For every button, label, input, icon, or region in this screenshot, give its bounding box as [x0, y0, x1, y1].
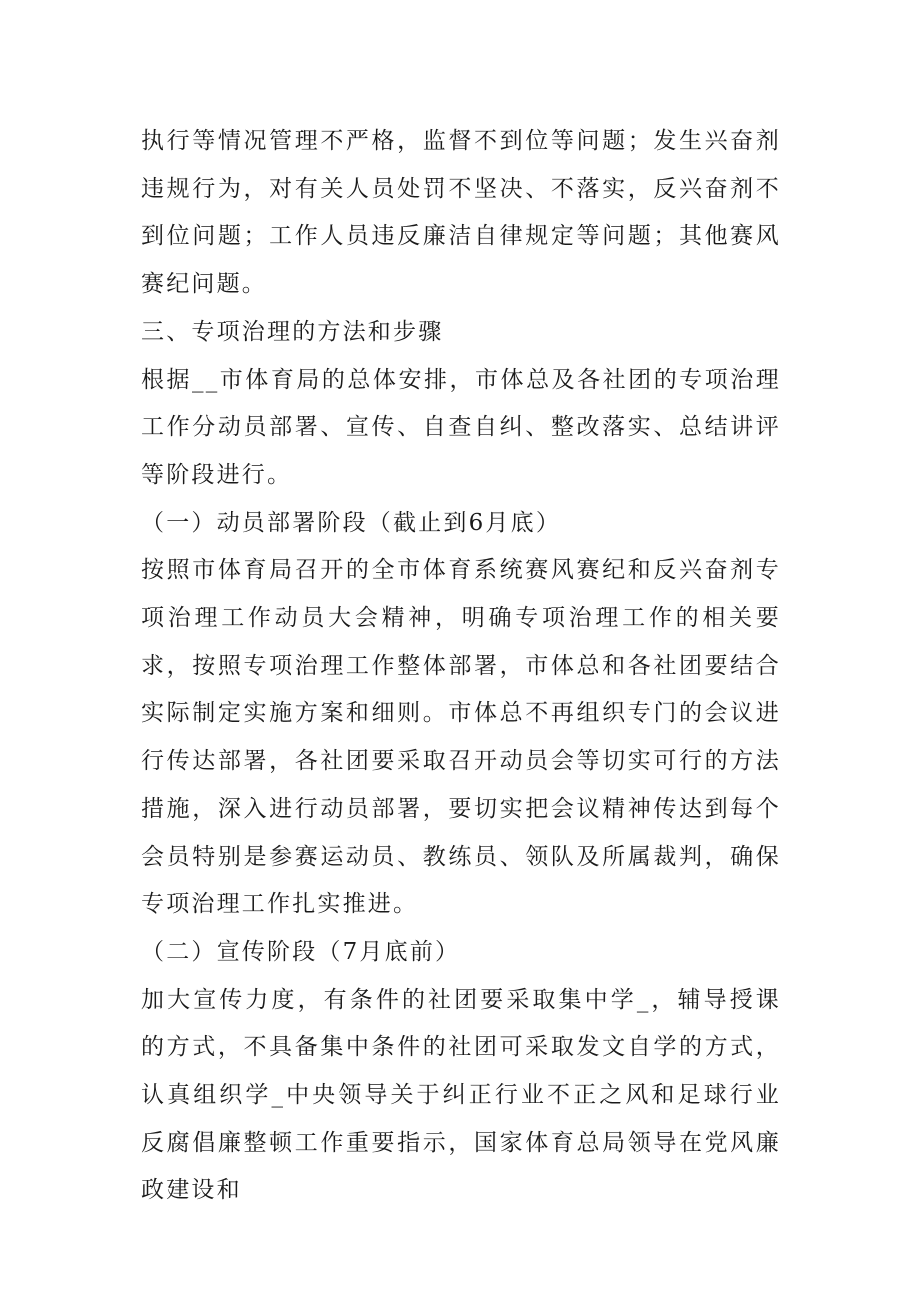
body-paragraph-4: 加大宣传力度，有条件的社团要采取集中学_，辅导授课的方式，不具备集中条件的社团可采取发文自学的方式，认真组织学_中央领导关于纠正行业不正之风和足球行业反腐倡廉整顿工作重要指示，国家体育总局领导在党风廉政建设和	[141, 986, 781, 1204]
body-paragraph-2: 根据__市体育局的总体安排，市体总及各社团的专项治理工作分动员部署、宣传、自查自纠、整改落实、总结讲评等阶段进行。	[141, 366, 781, 488]
document-body	[141, 118, 781, 1215]
sub-heading-2: （二）宣传阶段（7月底前）	[141, 938, 461, 965]
section-heading: 三、专项治理的方法和步骤	[141, 318, 444, 345]
sub-heading-1: （一）动员部署阶段（截止到6月底）	[141, 509, 562, 536]
body-paragraph-1: 执行等情况管理不严格，监督不到位等问题；发生兴奋剂违规行为，对有关人员处罚不坚决、不落实，反兴奋剂不到位问题；工作人员违反廉洁自律规定等问题；其他赛风赛纪问题。	[141, 128, 781, 298]
body-paragraph-3: 按照市体育局召开的全市体育系统赛风赛纪和反兴奋剂专项治理工作动员大会精神，明确专项治理工作的相关要求，按照专项治理工作整体部署，市体总和各社团要结合实际制定实施方案和细则。市体总不再组织专门的会议进行传达部署，各社团要采取召开动员会等切实可行的方法措施，深入进行动员部署，要切实把会议精神传达到每个会员特别是参赛运动员、教练员、领队及所属裁判，确保专项治理工作扎实推进。	[141, 557, 781, 918]
